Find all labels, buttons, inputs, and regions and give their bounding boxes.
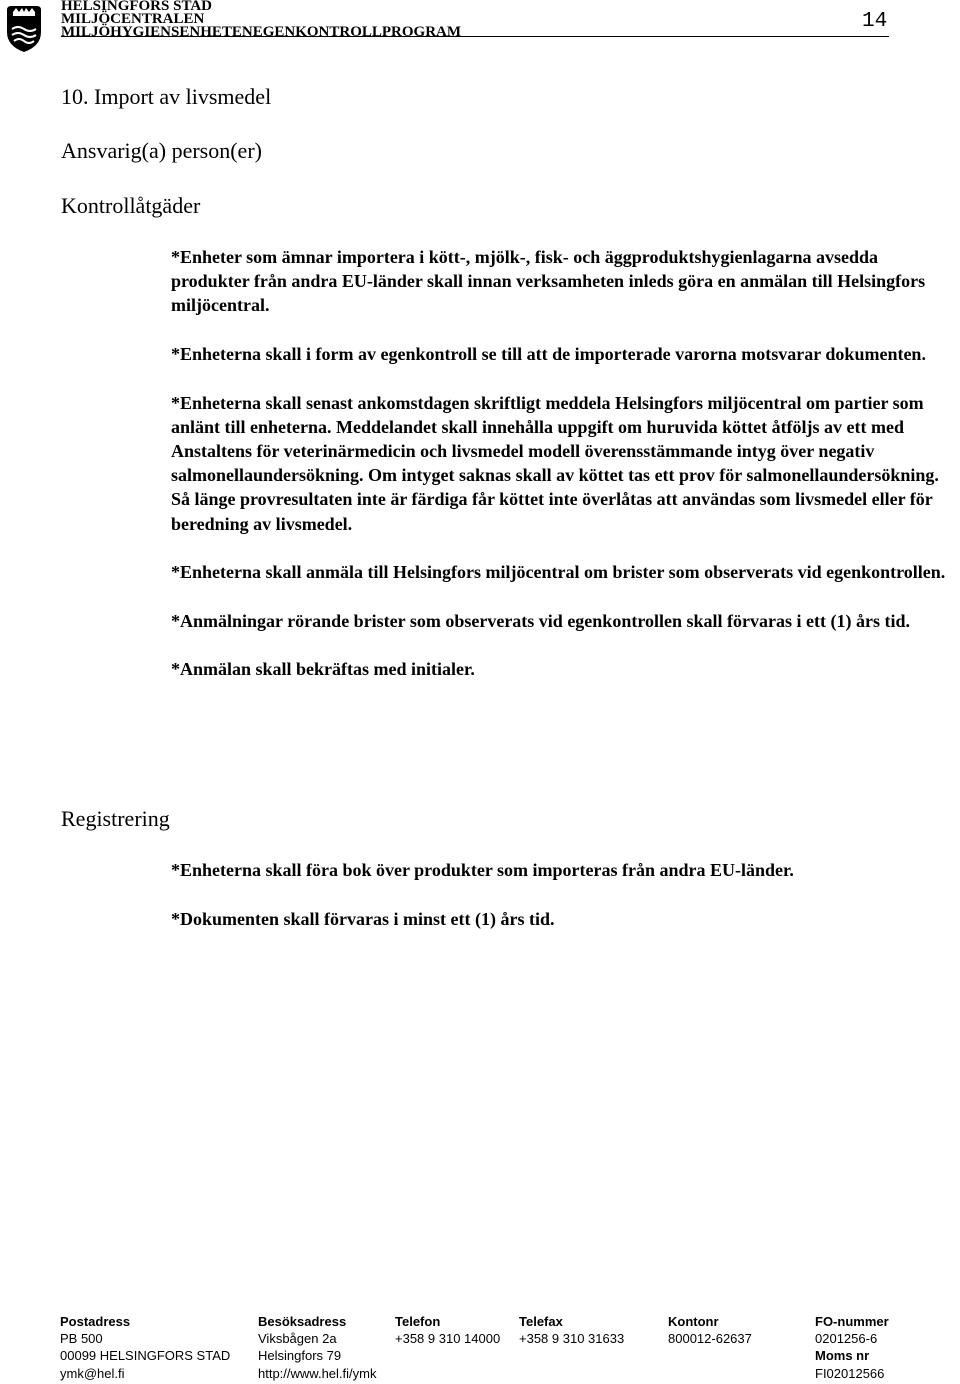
paragraph: *Enheterna skall senast ankomstdagen skriftligt meddela Helsingfors miljöcentral om partier som anlänt till enheterna. Meddelandet skall innehålla uppgift om huruvida köttet åtföljs av ett med Anstaltens för veterinärmedicin och livsmedel modell överensstämmande intyg över negativ salmonellaundersökning. Om intyget saknas skall av köttet tas ett prov för salmonellaundersökning. Så länge provresultaten inte är färdiga får köttet inte överlåtas att användas som livsmedel eller för beredning av livsmedel.: [171, 392, 939, 534]
registration-heading: Registrering: [61, 806, 170, 831]
footer-label: Telefon: [395, 1314, 441, 1329]
paragraph: *Enheterna skall i form av egenkontroll se till att de importerade varorna motsvarar dokumenten.: [171, 344, 926, 364]
organization-header: [61, 0, 461, 39]
footer-phone: [395, 1313, 500, 1347]
footer-value: 00099 HELSINGFORS STAD: [60, 1348, 231, 1364]
footer-value: Viksbågen 2a: [258, 1331, 337, 1347]
control-heading: Kontrollåtgäder: [61, 193, 201, 218]
footer-value: 800012-62637: [668, 1331, 752, 1347]
footer-label: Telefax: [519, 1314, 563, 1329]
header-divider: [61, 36, 889, 37]
footer-postal: [60, 1313, 230, 1382]
footer-value: FI02012566: [815, 1365, 885, 1381]
footer-fax: [519, 1313, 624, 1347]
footer-label: Moms nr: [815, 1348, 870, 1364]
footer-label: FO-nummer: [815, 1314, 889, 1329]
org-line-centre: MILJÖCENTRALEN: [61, 11, 205, 27]
paragraph: *Anmälan skall bekräftas med initialer.: [171, 659, 475, 680]
footer-value: 0201256-6: [815, 1331, 878, 1347]
paragraph: *Enheterna skall anmäla till Helsingfors miljöcentral om brister som observerats vid egenkontrollen.: [171, 562, 946, 583]
helsinki-crest-icon: [4, 2, 44, 54]
footer-visit: [258, 1313, 376, 1382]
footer-website: http://www.hel.fi/ymk: [258, 1365, 377, 1381]
paragraph: *Anmälningar rörande brister som observerats vid egenkontrollen skall förvaras i ett (1) års tid.: [171, 610, 910, 631]
responsible-heading: Ansvarig(a) person(er): [61, 138, 262, 163]
paragraph: *Dokumenten skall förvaras i minst ett (1) års tid.: [171, 908, 555, 929]
footer-value: Helsingfors 79: [258, 1348, 342, 1364]
footer-value: PB 500: [60, 1331, 103, 1347]
footer-value: +358 9 310 14000: [395, 1331, 501, 1347]
footer-account: [668, 1313, 752, 1347]
footer-business-id: [815, 1313, 889, 1382]
org-line-unit: MILJÖHYGIENSENHETENEGENKONTROLLPROGRAM: [61, 24, 462, 40]
registration-measures: [171, 858, 951, 955]
section-title: 10. Import av livsmedel: [61, 84, 272, 109]
footer-value: +358 9 310 31633: [519, 1331, 625, 1347]
footer-label: Postadress: [60, 1314, 131, 1329]
control-measures: [171, 245, 951, 706]
footer-label: Besöksadress: [258, 1314, 347, 1329]
paragraph: *Enheterna skall föra bok över produkter som importeras från andra EU-länder.: [171, 860, 794, 880]
org-line-city: HELSINGFORS STAD: [61, 0, 213, 14]
footer-label: Kontonr: [668, 1314, 719, 1329]
paragraph: *Enheter som ämnar importera i kött-, mjölk-, fisk- och äggproduktshygienlagarna avsedda produkter från andra EU-länder skall innan verksamheten inleds göra en anmälan till Helsingfors miljöcentral.: [171, 247, 926, 316]
footer-email: ymk@hel.fi: [60, 1365, 125, 1381]
page-number: 14: [862, 10, 888, 33]
